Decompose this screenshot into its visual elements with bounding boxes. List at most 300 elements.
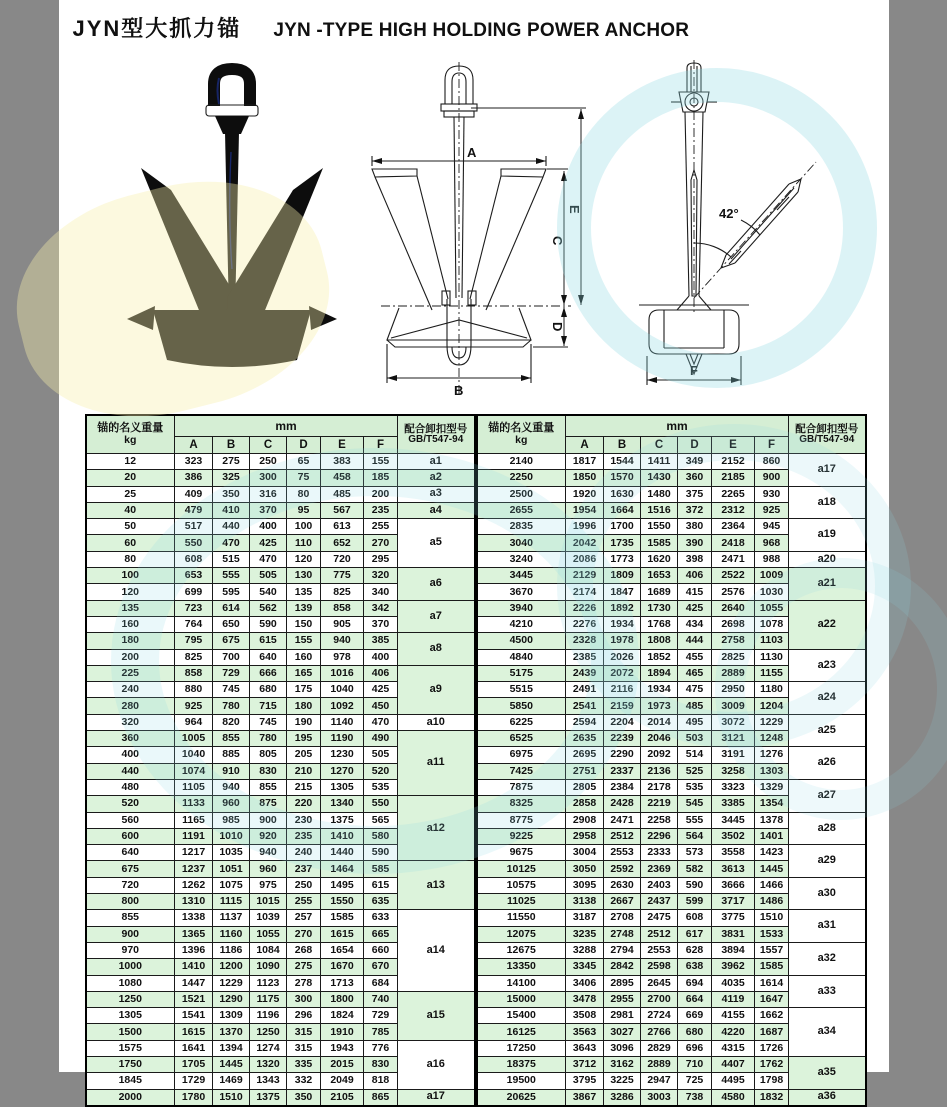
dimension-cell: 729 <box>364 1008 398 1024</box>
dimension-cell: 555 <box>678 812 712 828</box>
dimension-cell: 495 <box>678 714 712 730</box>
dimension-cell: 599 <box>678 894 712 910</box>
dimension-cell: 985 <box>213 812 250 828</box>
dimension-cell: 2471 <box>712 551 755 567</box>
dimension-cell: 3345 <box>566 959 604 975</box>
dimension-cell: 406 <box>678 568 712 584</box>
dimension-cell: 1123 <box>250 975 287 991</box>
dimension-cell: 2418 <box>712 535 755 551</box>
dimension-cell: 1229 <box>755 714 789 730</box>
dimension-cell: 475 <box>678 682 712 698</box>
dimension-cell: 409 <box>175 486 213 502</box>
table-row <box>86 502 475 518</box>
dimension-cell: 1670 <box>321 959 364 975</box>
dimension-cell: 2512 <box>604 828 641 844</box>
dimension-cell: 1196 <box>250 1008 287 1024</box>
dimension-cell: 2553 <box>641 942 678 958</box>
dimension-cell: 1401 <box>755 828 789 844</box>
dimension-cell: 1614 <box>755 975 789 991</box>
dimension-cell: 764 <box>175 616 213 632</box>
table-row <box>477 568 866 584</box>
dimension-cell: 2947 <box>641 1073 678 1089</box>
weight-cell: 225 <box>86 665 175 681</box>
dimension-cell: 205 <box>287 747 321 763</box>
weight-cell: 10575 <box>477 877 566 893</box>
table-row <box>477 975 866 991</box>
shackle-model-cell: a36 <box>789 1089 866 1106</box>
weight-cell: 1845 <box>86 1073 175 1089</box>
dimension-cell: 372 <box>678 502 712 518</box>
dimension-cell: 3095 <box>566 877 604 893</box>
table-row <box>477 877 866 893</box>
dimension-cell: 1200 <box>213 959 250 975</box>
dim-col-header: A <box>566 437 604 454</box>
dimension-cell: 165 <box>287 665 321 681</box>
dimension-cell: 825 <box>175 649 213 665</box>
weight-cell: 360 <box>86 731 175 747</box>
dim-label-e: E <box>567 205 582 214</box>
dimension-cell: 2439 <box>566 665 604 681</box>
dimension-cell: 2592 <box>604 861 641 877</box>
weight-cell: 640 <box>86 845 175 861</box>
dimension-cell: 1615 <box>175 1024 213 1040</box>
dimension-cell: 1620 <box>641 551 678 567</box>
dimension-cell: 155 <box>287 633 321 649</box>
dimension-cell: 2825 <box>712 649 755 665</box>
dimension-cell: 930 <box>755 486 789 502</box>
dimension-cell: 2105 <box>321 1089 364 1106</box>
dimension-cell: 2576 <box>712 584 755 600</box>
weight-header-cell <box>86 415 175 454</box>
shackle-model-cell: a11 <box>398 731 475 796</box>
dimension-cell: 383 <box>321 454 364 470</box>
dimension-cell: 960 <box>250 861 287 877</box>
dimension-cell: 1175 <box>250 991 287 1007</box>
dimension-cell: 550 <box>175 535 213 551</box>
dimension-cell: 2708 <box>604 910 641 926</box>
dimension-cell: 2152 <box>712 454 755 470</box>
dimension-cell: 1662 <box>755 1008 789 1024</box>
dimension-cell: 1850 <box>566 470 604 486</box>
weight-cell: 12 <box>86 454 175 470</box>
table-row <box>477 551 866 567</box>
dimension-cell: 4119 <box>712 991 755 1007</box>
weight-cell: 3040 <box>477 535 566 551</box>
dimension-cell: 2226 <box>566 600 604 616</box>
dimension-cell: 1338 <box>175 910 213 926</box>
dim-col-header: D <box>287 437 321 454</box>
weight-cell: 400 <box>86 747 175 763</box>
shackle-model-cell: a29 <box>789 845 866 878</box>
dimension-cell: 1445 <box>755 861 789 877</box>
dimension-cell: 617 <box>678 926 712 942</box>
dimension-cell: 3867 <box>566 1089 604 1106</box>
dimension-cell: 2258 <box>641 812 678 828</box>
dimension-cell: 110 <box>287 535 321 551</box>
dimension-cell: 2174 <box>566 584 604 600</box>
dimension-cell: 964 <box>175 714 213 730</box>
dimension-cell: 1817 <box>566 454 604 470</box>
weight-cell: 14100 <box>477 975 566 991</box>
dimension-cell: 795 <box>175 633 213 649</box>
weight-cell: 100 <box>86 568 175 584</box>
dimension-cell: 613 <box>321 519 364 535</box>
dimension-cell: 3643 <box>566 1040 604 1056</box>
dimension-cell: 670 <box>364 959 398 975</box>
dimension-cell: 3508 <box>566 1008 604 1024</box>
dimension-cell: 710 <box>678 1056 712 1072</box>
dimension-cell: 515 <box>213 551 250 567</box>
dimension-cell: 2981 <box>604 1008 641 1024</box>
dimension-cell: 514 <box>678 747 712 763</box>
dimension-cell: 95 <box>287 502 321 518</box>
dimension-cell: 190 <box>287 714 321 730</box>
dimension-cell: 1394 <box>213 1040 250 1056</box>
dimension-cell: 1040 <box>321 682 364 698</box>
dimension-cell: 1084 <box>250 942 287 958</box>
shackle-model-cell: a34 <box>789 1008 866 1057</box>
dimension-cell: 565 <box>364 812 398 828</box>
dimension-cell: 455 <box>678 649 712 665</box>
weight-cell: 4210 <box>477 616 566 632</box>
dimension-cell: 1687 <box>755 1024 789 1040</box>
dimension-cell: 2748 <box>604 926 641 942</box>
dimension-cell: 1894 <box>641 665 678 681</box>
dimension-cell: 1954 <box>566 502 604 518</box>
dimension-cell: 2751 <box>566 763 604 779</box>
dimension-cell: 2700 <box>641 991 678 1007</box>
dimension-cell: 3225 <box>604 1073 641 1089</box>
shackle-model-cell: a5 <box>398 519 475 568</box>
dimension-cell: 1852 <box>641 649 678 665</box>
weight-cell: 1750 <box>86 1056 175 1072</box>
weight-cell: 40 <box>86 502 175 518</box>
weight-cell: 20625 <box>477 1089 566 1106</box>
weight-cell: 7425 <box>477 763 566 779</box>
dimension-cell: 370 <box>250 502 287 518</box>
dimension-cell: 268 <box>287 942 321 958</box>
weight-cell: 80 <box>86 551 175 567</box>
dimension-cell: 590 <box>364 845 398 861</box>
dimension-cell: 1516 <box>641 502 678 518</box>
dim-col-header: E <box>321 437 364 454</box>
dimension-cell: 2695 <box>566 747 604 763</box>
shackle-model-cell: a17 <box>398 1089 475 1106</box>
dimension-cell: 1585 <box>321 910 364 926</box>
dimension-cell: 1647 <box>755 991 789 1007</box>
dimension-cell: 653 <box>175 568 213 584</box>
dim-col-header: F <box>364 437 398 454</box>
weight-header-cell <box>477 415 566 454</box>
table-row <box>86 665 475 681</box>
dimension-cell: 1250 <box>250 1024 287 1040</box>
dimension-cell: 1892 <box>604 600 641 616</box>
dimension-cell: 1541 <box>175 1008 213 1024</box>
dimension-cell: 3613 <box>712 861 755 877</box>
dimension-cell: 880 <box>175 682 213 698</box>
weight-cell: 520 <box>86 796 175 812</box>
weight-cell: 855 <box>86 910 175 926</box>
shackle-model-cell: a14 <box>398 910 475 991</box>
table-row <box>86 861 475 877</box>
dimension-cell: 885 <box>213 747 250 763</box>
dimension-cell: 694 <box>678 975 712 991</box>
weight-cell: 13350 <box>477 959 566 975</box>
dim-col-header: B <box>604 437 641 454</box>
dimension-cell: 350 <box>213 486 250 502</box>
dimension-cell: 875 <box>250 796 287 812</box>
dimension-cell: 3563 <box>566 1024 604 1040</box>
dimension-cell: 2369 <box>641 861 678 877</box>
dimension-cell: 1396 <box>175 942 213 958</box>
dimension-cell: 2364 <box>712 519 755 535</box>
dimension-cell: 3775 <box>712 910 755 926</box>
weight-cell: 8775 <box>477 812 566 828</box>
weight-cell: 280 <box>86 698 175 714</box>
shackle-model-cell: a16 <box>398 1040 475 1089</box>
dimension-cell: 458 <box>321 470 364 486</box>
dimension-cell: 230 <box>287 812 321 828</box>
dimension-cell: 370 <box>364 616 398 632</box>
weight-cell: 2500 <box>477 486 566 502</box>
dimension-cell: 780 <box>213 698 250 714</box>
table-row <box>86 633 475 649</box>
anchor-front-view-drawing <box>359 58 624 400</box>
dimension-cell: 1115 <box>213 894 250 910</box>
dimension-cell: 1768 <box>641 616 678 632</box>
dimension-cell: 275 <box>213 454 250 470</box>
table-row <box>86 714 475 730</box>
dimension-cell: 1464 <box>321 861 364 877</box>
dimension-cell: 444 <box>678 633 712 649</box>
dimension-cell: 1005 <box>175 731 213 747</box>
dimension-cell: 540 <box>250 584 287 600</box>
dimension-cell: 1440 <box>321 845 364 861</box>
dimension-cell: 2276 <box>566 616 604 632</box>
dimension-cell: 2805 <box>566 779 604 795</box>
dimension-cell: 3072 <box>712 714 755 730</box>
dimension-cell: 780 <box>250 731 287 747</box>
dimension-cell: 360 <box>678 470 712 486</box>
dimension-cell: 1996 <box>566 519 604 535</box>
table-row <box>477 747 866 763</box>
shackle-model-cell: a21 <box>789 568 866 601</box>
dimension-cell: 1910 <box>321 1024 364 1040</box>
dimension-cell: 925 <box>755 502 789 518</box>
dimension-cell: 1191 <box>175 828 213 844</box>
dimension-cell: 1410 <box>175 959 213 975</box>
dimension-cell: 1274 <box>250 1040 287 1056</box>
dimension-cell: 1495 <box>321 877 364 893</box>
dimension-cell: 3009 <box>712 698 755 714</box>
weight-cell: 675 <box>86 861 175 877</box>
dimension-cell: 1585 <box>755 959 789 975</box>
dimension-cell: 2219 <box>641 796 678 812</box>
dimension-cell: 2842 <box>604 959 641 975</box>
dimension-cell: 910 <box>213 763 250 779</box>
table-row <box>477 649 866 665</box>
weight-cell: 7875 <box>477 779 566 795</box>
dimension-cell: 1329 <box>755 779 789 795</box>
table-row <box>86 454 475 470</box>
shackle-model-cell: a2 <box>398 470 475 486</box>
dimension-cell: 2159 <box>604 698 641 714</box>
dimension-cell: 517 <box>175 519 213 535</box>
dimension-cell: 255 <box>364 519 398 535</box>
dimension-cell: 1920 <box>566 486 604 502</box>
dimension-cell: 640 <box>250 649 287 665</box>
dimension-cell: 2046 <box>641 731 678 747</box>
dimension-cell: 3121 <box>712 731 755 747</box>
dimension-cell: 479 <box>175 502 213 518</box>
dimension-cell: 295 <box>364 551 398 567</box>
dimension-cell: 380 <box>678 519 712 535</box>
weight-cell: 5175 <box>477 665 566 681</box>
dimension-cell: 1137 <box>213 910 250 926</box>
dimension-cell: 2312 <box>712 502 755 518</box>
dimension-cell: 1248 <box>755 731 789 747</box>
dimension-cell: 2645 <box>641 975 678 991</box>
dimension-cell: 830 <box>250 763 287 779</box>
dimension-cell: 1570 <box>604 470 641 486</box>
dimension-cell: 1370 <box>213 1024 250 1040</box>
dimension-cell: 1934 <box>604 616 641 632</box>
shackle-header-cell <box>789 415 866 454</box>
weight-cell: 2140 <box>477 454 566 470</box>
dimension-cell: 1105 <box>175 779 213 795</box>
dimension-cell: 940 <box>250 845 287 861</box>
dimension-cell: 2328 <box>566 633 604 649</box>
dimension-cell: 650 <box>213 616 250 632</box>
dimension-cell: 2475 <box>641 910 678 926</box>
dimension-cell: 1808 <box>641 633 678 649</box>
dimension-cell: 2384 <box>604 779 641 795</box>
shackle-model-cell: a19 <box>789 519 866 552</box>
dimension-cell: 485 <box>678 698 712 714</box>
table-row <box>86 1040 475 1056</box>
dimension-cell: 1654 <box>321 942 364 958</box>
dimension-cell: 715 <box>250 698 287 714</box>
table-row <box>477 910 866 926</box>
dimension-cell: 2594 <box>566 714 604 730</box>
dimension-cell: 680 <box>250 682 287 698</box>
weight-cell: 6225 <box>477 714 566 730</box>
dimension-cell: 900 <box>755 470 789 486</box>
weight-cell: 135 <box>86 600 175 616</box>
fluke-angle-label: 42° <box>719 206 739 221</box>
dimension-cell: 1039 <box>250 910 287 926</box>
dimension-cell: 240 <box>287 845 321 861</box>
weight-cell: 180 <box>86 633 175 649</box>
table-row <box>86 731 475 747</box>
dimension-cell: 665 <box>364 926 398 942</box>
dimension-cell: 940 <box>321 633 364 649</box>
dimension-cell: 2758 <box>712 633 755 649</box>
dimension-cell: 1030 <box>755 584 789 600</box>
dimension-cell: 550 <box>364 796 398 812</box>
dimension-cell: 2428 <box>604 796 641 812</box>
dimension-cell: 2239 <box>604 731 641 747</box>
dimension-cell: 332 <box>287 1073 321 1089</box>
dimension-cell: 342 <box>364 600 398 616</box>
dimension-cell: 1340 <box>321 796 364 812</box>
dimension-cell: 635 <box>364 894 398 910</box>
dimension-cell: 75 <box>287 470 321 486</box>
dimension-cell: 1303 <box>755 763 789 779</box>
dimension-cell: 2437 <box>641 894 678 910</box>
weight-cell: 17250 <box>477 1040 566 1056</box>
dimension-cell: 1798 <box>755 1073 789 1089</box>
weight-cell: 240 <box>86 682 175 698</box>
dimension-cell: 1615 <box>321 926 364 942</box>
dimension-cell: 525 <box>678 763 712 779</box>
dimension-cell: 2337 <box>604 763 641 779</box>
weight-cell: 600 <box>86 828 175 844</box>
dimension-cell: 2296 <box>641 828 678 844</box>
dimension-cell: 1934 <box>641 682 678 698</box>
dimension-cell: 1521 <box>175 991 213 1007</box>
dimension-cell: 323 <box>175 454 213 470</box>
table-header-row <box>477 415 866 437</box>
dimension-cell: 3162 <box>604 1056 641 1072</box>
dimension-cell: 2635 <box>566 731 604 747</box>
dimension-cell: 555 <box>213 568 250 584</box>
dimension-cell: 1726 <box>755 1040 789 1056</box>
dimension-cell: 2026 <box>604 649 641 665</box>
weight-cell: 800 <box>86 894 175 910</box>
dimension-cell: 585 <box>364 861 398 877</box>
dimension-cell: 2049 <box>321 1073 364 1089</box>
dimension-cell: 3717 <box>712 894 755 910</box>
shackle-model-cell: a27 <box>789 779 866 812</box>
dimension-cell: 820 <box>213 714 250 730</box>
dimension-cell: 2858 <box>566 796 604 812</box>
weight-cell: 1250 <box>86 991 175 1007</box>
dimension-cell: 100 <box>287 519 321 535</box>
dimension-cell: 1305 <box>321 779 364 795</box>
dimension-cell: 2698 <box>712 616 755 632</box>
dimension-cell: 2042 <box>566 535 604 551</box>
weight-cell: 3240 <box>477 551 566 567</box>
dimension-cell: 4407 <box>712 1056 755 1072</box>
dimension-cell: 669 <box>678 1008 712 1024</box>
dimension-cell: 1276 <box>755 747 789 763</box>
weight-cell: 5515 <box>477 682 566 698</box>
dimension-cell: 2889 <box>641 1056 678 1072</box>
table-row <box>86 991 475 1007</box>
dimension-cell: 776 <box>364 1040 398 1056</box>
dimension-cell: 1375 <box>321 812 364 828</box>
dimension-cell: 1155 <box>755 665 789 681</box>
shackle-model-cell: a8 <box>398 633 475 666</box>
weight-cell: 320 <box>86 714 175 730</box>
dimension-cell: 139 <box>287 600 321 616</box>
table-row <box>477 1089 866 1106</box>
page-title-zh: JYN型大抓力锚 <box>73 12 242 43</box>
dimension-cell: 425 <box>678 600 712 616</box>
weight-cell: 20 <box>86 470 175 486</box>
dimension-cell: 3003 <box>641 1089 678 1106</box>
dimension-cell: 1800 <box>321 991 364 1007</box>
dimension-cell: 638 <box>678 959 712 975</box>
dimension-cell: 1664 <box>604 502 641 518</box>
dimension-cell: 300 <box>287 991 321 1007</box>
dimension-cell: 434 <box>678 616 712 632</box>
shackle-model-cell: a24 <box>789 682 866 715</box>
dimension-cell: 580 <box>364 828 398 844</box>
weight-cell: 1080 <box>86 975 175 991</box>
dimension-cell: 3795 <box>566 1073 604 1089</box>
